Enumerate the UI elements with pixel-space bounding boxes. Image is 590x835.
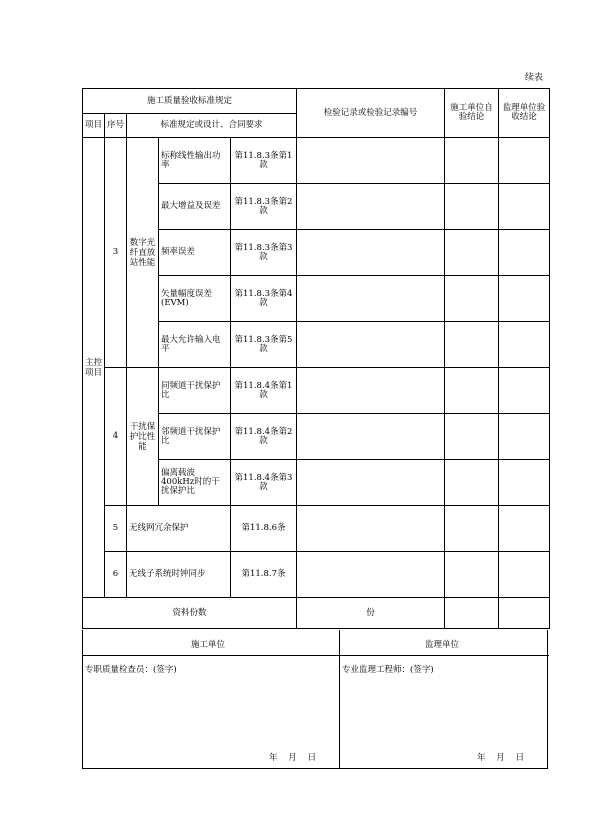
supervisor-date[interactable]: 年 月 日 bbox=[477, 753, 525, 763]
supervisor-cell[interactable] bbox=[499, 368, 550, 414]
clause-cell: 第11.8.7条 bbox=[231, 552, 297, 598]
requirement-cell: 最大增益及误差 bbox=[159, 184, 231, 230]
supervisor-cell[interactable] bbox=[499, 506, 550, 552]
requirement-cell: 偏离载波400kHz时的干扰保护比 bbox=[159, 460, 231, 506]
requirement-cell: 标称线性输出功率 bbox=[159, 138, 231, 184]
single-seq: 6 bbox=[105, 552, 127, 598]
group-seq: 4 bbox=[105, 368, 127, 506]
supervisor-cell[interactable] bbox=[499, 230, 550, 276]
record-cell[interactable] bbox=[297, 414, 445, 460]
contractor-cell[interactable] bbox=[445, 460, 499, 506]
record-cell[interactable] bbox=[297, 460, 445, 506]
supervisor-cell[interactable] bbox=[499, 414, 550, 460]
requirement-cell: 无线子系统时钟同步 bbox=[127, 552, 231, 598]
contractor-cell[interactable] bbox=[445, 276, 499, 322]
standard-header: 施工质量验收标准规定 bbox=[83, 89, 297, 114]
continued-label: 续表 bbox=[525, 73, 544, 83]
contractor-title: 施工单位 bbox=[191, 640, 226, 650]
signature-divider bbox=[339, 630, 340, 769]
contractor-cell[interactable] bbox=[445, 368, 499, 414]
supervisor-conclusion-header: 监理单位验收结论 bbox=[499, 89, 550, 138]
group-seq: 3 bbox=[105, 138, 127, 368]
supervisor-sign[interactable]: 专业监理工程师：(签字) bbox=[342, 665, 434, 675]
requirement-header: 标准规定或设计、合同要求 bbox=[127, 114, 297, 138]
copies-label: 资料份数 bbox=[83, 598, 297, 629]
contractor-date[interactable]: 年 月 日 bbox=[269, 753, 317, 763]
record-header: 检验记录或检验记录编号 bbox=[297, 89, 445, 138]
supervisor-title: 监理单位 bbox=[425, 640, 460, 650]
clause-cell: 第11.8.3条第2款 bbox=[231, 184, 297, 230]
clause-cell: 第11.8.3条第5款 bbox=[231, 322, 297, 368]
single-seq: 5 bbox=[105, 506, 127, 552]
contractor-cell[interactable] bbox=[445, 552, 499, 598]
requirement-cell: 最大允许输入电平 bbox=[159, 322, 231, 368]
requirement-cell: 矢量幅度误差(EVM) bbox=[159, 276, 231, 322]
contractor-sign[interactable]: 专职质量检查员：(签字) bbox=[85, 665, 177, 675]
requirement-cell: 无线网冗余保护 bbox=[127, 506, 231, 552]
supervisor-cell[interactable] bbox=[499, 322, 550, 368]
contractor-cell[interactable] bbox=[445, 322, 499, 368]
clause-cell: 第11.8.4条第2款 bbox=[231, 414, 297, 460]
signature-header-line bbox=[83, 655, 549, 656]
contractor-cell[interactable] bbox=[445, 414, 499, 460]
category-cell: 主控项目 bbox=[83, 138, 105, 598]
contractor-cell[interactable] bbox=[445, 506, 499, 552]
contractor-conclusion-header: 施工单位自验结论 bbox=[445, 89, 499, 138]
requirement-cell: 邻频道干扰保护比 bbox=[159, 414, 231, 460]
clause-cell: 第11.8.6条 bbox=[231, 506, 297, 552]
copies-supervisor-cell[interactable] bbox=[499, 598, 550, 629]
group-name: 干扰保护比性能 bbox=[127, 368, 159, 506]
record-cell[interactable] bbox=[297, 552, 445, 598]
record-cell[interactable] bbox=[297, 322, 445, 368]
record-cell[interactable] bbox=[297, 368, 445, 414]
requirement-cell: 同频道干扰保护比 bbox=[159, 368, 231, 414]
supervisor-cell[interactable] bbox=[499, 138, 550, 184]
clause-cell: 第11.8.3条第1款 bbox=[231, 138, 297, 184]
seq-header: 序号 bbox=[105, 114, 127, 138]
record-cell[interactable] bbox=[297, 276, 445, 322]
group-name: 数字光纤直放站性能 bbox=[127, 138, 159, 368]
signature-section bbox=[82, 630, 548, 769]
clause-cell: 第11.8.3条第4款 bbox=[231, 276, 297, 322]
contractor-cell[interactable] bbox=[445, 184, 499, 230]
record-cell[interactable] bbox=[297, 138, 445, 184]
contractor-cell[interactable] bbox=[445, 138, 499, 184]
supervisor-cell[interactable] bbox=[499, 552, 550, 598]
requirement-cell: 频率误差 bbox=[159, 230, 231, 276]
copies-contractor-cell[interactable] bbox=[445, 598, 499, 629]
clause-cell: 第11.8.4条第3款 bbox=[231, 460, 297, 506]
record-cell[interactable] bbox=[297, 184, 445, 230]
item-header: 项目 bbox=[83, 114, 105, 138]
record-cell[interactable] bbox=[297, 506, 445, 552]
contractor-cell[interactable] bbox=[445, 230, 499, 276]
clause-cell: 第11.8.3条第3款 bbox=[231, 230, 297, 276]
inspection-table bbox=[82, 88, 550, 629]
record-cell[interactable] bbox=[297, 230, 445, 276]
copies-unit: 份 bbox=[297, 598, 445, 629]
supervisor-cell[interactable] bbox=[499, 460, 550, 506]
clause-cell: 第11.8.4条第1款 bbox=[231, 368, 297, 414]
supervisor-cell[interactable] bbox=[499, 276, 550, 322]
supervisor-cell[interactable] bbox=[499, 184, 550, 230]
